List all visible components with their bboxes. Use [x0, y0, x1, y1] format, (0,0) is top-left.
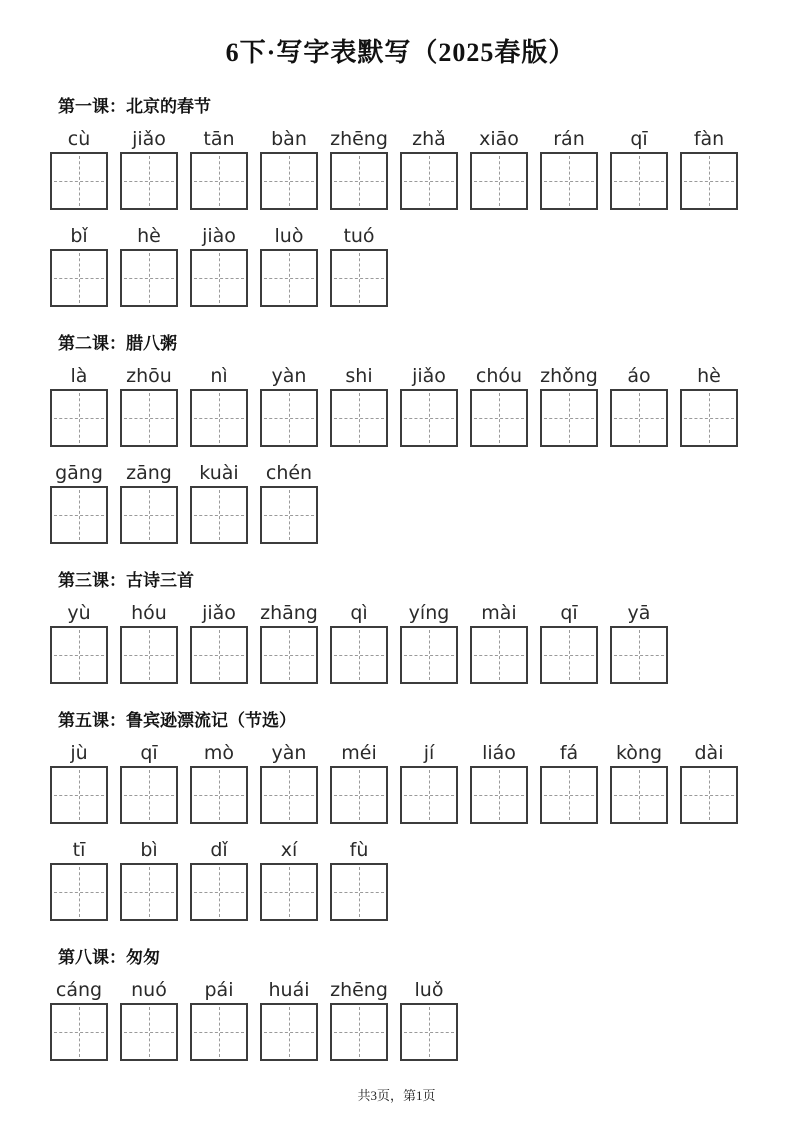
pinyin-label: hóu — [131, 602, 167, 624]
writing-grid-box[interactable] — [330, 152, 388, 210]
character-cell — [540, 363, 598, 447]
character-cell — [330, 600, 388, 684]
pinyin-label: bì — [140, 839, 158, 861]
character-cell — [470, 740, 528, 824]
pinyin-label: gāng — [55, 462, 103, 484]
writing-grid-box[interactable] — [610, 766, 668, 824]
character-cell — [190, 600, 248, 684]
character-cell — [190, 223, 248, 307]
page-title: 6下·写字表默写（2025春版） — [225, 38, 576, 67]
pinyin-label: yā — [627, 602, 651, 624]
character-cell — [330, 977, 388, 1061]
pinyin-label: qī — [630, 128, 648, 150]
pinyin-label: luò — [274, 225, 304, 247]
writing-grid-box[interactable] — [470, 766, 528, 824]
character-cell — [400, 363, 458, 447]
writing-grid-box[interactable] — [120, 389, 178, 447]
writing-grid-box[interactable] — [540, 152, 598, 210]
character-cell — [400, 977, 458, 1061]
pinyin-label: pái — [204, 979, 234, 1001]
character-cell — [260, 837, 318, 921]
pinyin-label: jiǎo — [412, 365, 446, 387]
character-cell — [680, 740, 738, 824]
pinyin-grid-row — [50, 223, 751, 307]
pinyin-label: mài — [481, 602, 517, 624]
pinyin-label: jiǎo — [202, 602, 236, 624]
writing-grid-box[interactable] — [400, 152, 458, 210]
character-cell — [50, 600, 108, 684]
pinyin-label: tuó — [343, 225, 375, 247]
character-cell — [120, 223, 178, 307]
pinyin-label: zhāng — [260, 602, 318, 624]
writing-grid-box[interactable] — [50, 152, 108, 210]
pinyin-label: jù — [70, 742, 88, 764]
character-cell — [260, 363, 318, 447]
pinyin-label: nuó — [131, 979, 167, 1001]
writing-grid-box[interactable] — [610, 152, 668, 210]
character-cell — [610, 600, 668, 684]
pinyin-label: hè — [697, 365, 721, 387]
writing-grid-box[interactable] — [400, 389, 458, 447]
writing-grid-box[interactable] — [190, 626, 248, 684]
character-cell — [50, 740, 108, 824]
pinyin-label: yàn — [271, 365, 307, 387]
character-cell — [260, 977, 318, 1061]
character-cell — [190, 740, 248, 824]
character-cell — [190, 363, 248, 447]
writing-grid-box[interactable] — [260, 152, 318, 210]
pinyin-label: kòng — [615, 742, 663, 764]
pinyin-grid-row — [50, 460, 751, 544]
pinyin-label: hè — [137, 225, 161, 247]
writing-grid-box[interactable] — [610, 626, 668, 684]
writing-grid-box[interactable] — [330, 249, 388, 307]
pinyin-label: chóu — [475, 365, 523, 387]
pinyin-label: zhōu — [126, 365, 172, 387]
pinyin-label: chén — [265, 462, 313, 484]
character-cell — [680, 126, 738, 210]
writing-grid-box[interactable] — [50, 389, 108, 447]
pinyin-label: cáng — [55, 979, 103, 1001]
writing-grid-box[interactable] — [260, 863, 318, 921]
character-cell — [330, 363, 388, 447]
pinyin-label: xí — [280, 839, 298, 861]
character-cell — [260, 600, 318, 684]
pinyin-label: zhēng — [330, 128, 388, 150]
character-cell — [50, 460, 108, 544]
character-cell — [260, 126, 318, 210]
pinyin-label: huái — [268, 979, 310, 1001]
pinyin-grid-row — [50, 600, 751, 684]
writing-grid-box[interactable] — [120, 766, 178, 824]
pinyin-grid-row — [50, 363, 751, 447]
character-cell — [190, 126, 248, 210]
character-cell — [540, 740, 598, 824]
section-heading: 第五课：鲁宾逊漂流记（节选） — [58, 711, 296, 730]
writing-grid-box[interactable] — [330, 766, 388, 824]
character-cell — [680, 363, 738, 447]
pinyin-grid-row — [50, 837, 751, 921]
character-cell — [120, 600, 178, 684]
writing-grid-box[interactable] — [470, 626, 528, 684]
character-cell — [50, 977, 108, 1061]
character-cell — [260, 740, 318, 824]
section-heading: 第八课：匆匆 — [58, 948, 160, 967]
character-cell — [260, 223, 318, 307]
character-cell — [330, 223, 388, 307]
writing-grid-box[interactable] — [50, 626, 108, 684]
pinyin-label: fù — [349, 839, 369, 861]
writing-grid-box[interactable] — [610, 389, 668, 447]
character-cell — [330, 126, 388, 210]
writing-grid-box[interactable] — [50, 766, 108, 824]
character-cell — [190, 977, 248, 1061]
character-cell — [50, 837, 108, 921]
pinyin-label: zāng — [126, 462, 172, 484]
writing-grid-box[interactable] — [190, 152, 248, 210]
pinyin-label: tī — [72, 839, 86, 861]
pinyin-label: là — [70, 365, 88, 387]
writing-grid-box[interactable] — [540, 389, 598, 447]
character-cell — [120, 740, 178, 824]
character-cell — [470, 126, 528, 210]
writing-grid-box[interactable] — [680, 389, 738, 447]
character-cell — [50, 223, 108, 307]
pinyin-label: xiāo — [479, 128, 519, 150]
character-cell — [120, 363, 178, 447]
writing-grid-box[interactable] — [50, 1003, 108, 1061]
pinyin-label: zhǒng — [540, 365, 598, 387]
writing-grid-box[interactable] — [190, 1003, 248, 1061]
writing-grid-box[interactable] — [330, 626, 388, 684]
section-heading: 第二课：腊八粥 — [58, 334, 177, 353]
writing-grid-box[interactable] — [120, 152, 178, 210]
writing-grid-box[interactable] — [400, 766, 458, 824]
pinyin-label: kuài — [199, 462, 239, 484]
writing-grid-box[interactable] — [680, 766, 738, 824]
writing-grid-box[interactable] — [400, 626, 458, 684]
character-cell — [120, 126, 178, 210]
character-cell — [120, 837, 178, 921]
writing-grid-box[interactable] — [190, 863, 248, 921]
pinyin-grid-row — [50, 740, 751, 824]
character-cell — [400, 600, 458, 684]
character-cell — [400, 126, 458, 210]
writing-grid-box[interactable] — [330, 389, 388, 447]
writing-grid-box[interactable] — [190, 486, 248, 544]
pinyin-label: cù — [67, 128, 91, 150]
pinyin-label: qī — [140, 742, 158, 764]
character-cell — [610, 363, 668, 447]
writing-grid-box[interactable] — [190, 249, 248, 307]
writing-grid-box[interactable] — [260, 486, 318, 544]
writing-grid-box[interactable] — [120, 1003, 178, 1061]
writing-grid-box[interactable] — [470, 152, 528, 210]
character-cell — [120, 460, 178, 544]
page-number: 共3页，第1页 — [357, 1088, 436, 1103]
pinyin-label: fá — [559, 742, 579, 764]
writing-grid-box[interactable] — [120, 486, 178, 544]
pinyin-label: zhǎ — [412, 128, 446, 150]
pinyin-label: dài — [694, 742, 724, 764]
pinyin-label: zhēng — [330, 979, 388, 1001]
character-cell — [400, 740, 458, 824]
character-cell — [50, 363, 108, 447]
pinyin-label: mò — [203, 742, 235, 764]
character-cell — [50, 126, 108, 210]
writing-grid-box[interactable] — [260, 1003, 318, 1061]
pinyin-label: tān — [203, 128, 235, 150]
writing-grid-box[interactable] — [120, 863, 178, 921]
writing-grid-box[interactable] — [50, 249, 108, 307]
writing-grid-box[interactable] — [470, 389, 528, 447]
writing-grid-box[interactable] — [120, 249, 178, 307]
character-cell — [190, 460, 248, 544]
pinyin-label: bǐ — [70, 225, 88, 247]
pinyin-label: shi — [345, 365, 373, 387]
section-heading: 第一课：北京的春节 — [58, 97, 211, 116]
writing-grid-box[interactable] — [680, 152, 738, 210]
character-cell — [540, 126, 598, 210]
writing-grid-box[interactable] — [260, 626, 318, 684]
character-cell — [470, 363, 528, 447]
pinyin-label: luǒ — [414, 979, 444, 1001]
writing-grid-box[interactable] — [540, 626, 598, 684]
character-cell — [330, 837, 388, 921]
character-cell — [120, 977, 178, 1061]
character-cell — [470, 600, 528, 684]
pinyin-label: jiǎo — [132, 128, 166, 150]
character-cell — [540, 600, 598, 684]
writing-grid-box[interactable] — [540, 766, 598, 824]
character-cell — [610, 126, 668, 210]
writing-grid-box[interactable] — [260, 249, 318, 307]
writing-grid-box[interactable] — [120, 626, 178, 684]
pinyin-label: yàn — [271, 742, 307, 764]
pinyin-label: méi — [341, 742, 377, 764]
pinyin-label: nì — [210, 365, 228, 387]
writing-grid-box[interactable] — [260, 389, 318, 447]
writing-grid-box[interactable] — [50, 486, 108, 544]
pinyin-grid-row — [50, 977, 751, 1061]
worksheet-sections — [50, 96, 751, 1061]
character-cell — [190, 837, 248, 921]
section-heading: 第三课：古诗三首 — [58, 571, 194, 590]
pinyin-label: qī — [560, 602, 578, 624]
pinyin-label: fàn — [693, 128, 725, 150]
pinyin-label: yíng — [408, 602, 450, 624]
writing-grid-box[interactable] — [330, 863, 388, 921]
writing-grid-box[interactable] — [190, 766, 248, 824]
pinyin-label: rán — [553, 128, 585, 150]
pinyin-label: liáo — [482, 742, 516, 764]
character-cell — [610, 740, 668, 824]
pinyin-grid-row — [50, 126, 751, 210]
pinyin-label: dǐ — [210, 839, 228, 861]
pinyin-label: bàn — [271, 128, 307, 150]
writing-grid-box[interactable] — [260, 766, 318, 824]
character-cell — [330, 740, 388, 824]
writing-grid-box[interactable] — [190, 389, 248, 447]
pinyin-label: yù — [67, 602, 91, 624]
pinyin-label: qì — [350, 602, 368, 624]
character-cell — [260, 460, 318, 544]
writing-grid-box[interactable] — [330, 1003, 388, 1061]
writing-grid-box[interactable] — [50, 863, 108, 921]
pinyin-label: jí — [423, 742, 435, 764]
pinyin-label: jiào — [202, 225, 236, 247]
pinyin-label: áo — [627, 365, 651, 387]
writing-grid-box[interactable] — [400, 1003, 458, 1061]
